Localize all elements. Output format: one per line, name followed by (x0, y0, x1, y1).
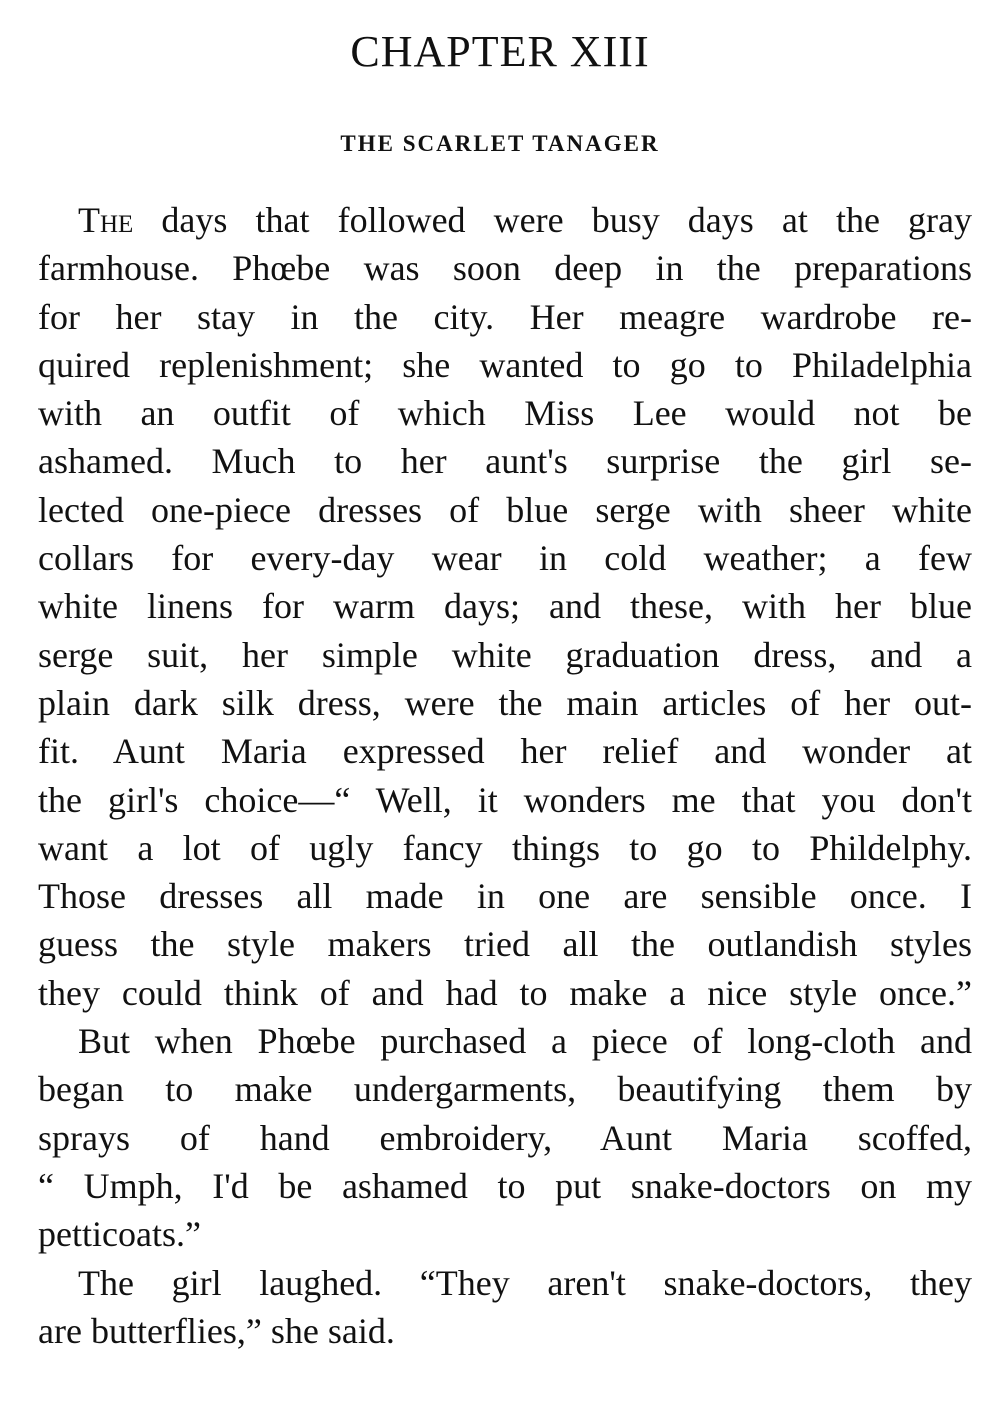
text-line: The girl laughed. “They aren't snake-doctors, they (78, 1262, 972, 1303)
text-line: serge suit, her simple white graduation dress, and a (38, 634, 972, 675)
text-line: began to make undergarments, beautifying them by (38, 1069, 972, 1110)
text-line: lected one-piece dresses of blue serge with sheer white (38, 489, 972, 530)
opening-word: The (78, 200, 134, 240)
text-line-content: days that followed were busy days at the gray (133, 200, 972, 240)
text-line: with an outfit of which Miss Lee would not be (38, 393, 972, 434)
text-line: guess the style makers tried all the outlandish styles (38, 924, 972, 965)
chapter-subtitle: THE SCARLET TANAGER (340, 131, 660, 156)
body-text (38, 196, 972, 1355)
text-line: farmhouse. Phœbe was soon deep in the preparations (38, 248, 972, 289)
text-line: petticoats.” (38, 1214, 201, 1255)
text-line: white linens for warm days; and these, with her blue (38, 586, 972, 627)
text-line: quired replenishment; she wanted to go to Philadelphia (38, 344, 972, 385)
text-line: fit. Aunt Maria expressed her relief and wonder at (38, 731, 972, 772)
text-line: But when Phœbe purchased a piece of long-cloth and (78, 1021, 972, 1062)
chapter-heading: CHAPTER XIII (350, 27, 650, 76)
text-line: are butterflies,” she said. (38, 1310, 395, 1351)
text-line: for her stay in the city. Her meagre wardrobe re- (38, 296, 972, 337)
text-line: Those dresses all made in one are sensible once. I (38, 876, 972, 917)
text-line: plain dark silk dress, were the main articles of her out- (38, 682, 972, 723)
text-line: the girl's choice—“ Well, it wonders me that you don't (38, 779, 972, 820)
text-line: “ Umph, I'd be ashamed to put snake-doctors on my (38, 1165, 972, 1206)
text-line (38, 196, 972, 244)
text-line: they could think of and had to make a nice style once.” (38, 972, 972, 1013)
text-line: collars for every-day wear in cold weather; a few (38, 538, 972, 579)
text-line: want a lot of ugly fancy things to go to Phildelphy. (38, 827, 972, 868)
text-line: ashamed. Much to her aunt's surprise the girl se- (38, 441, 972, 482)
text-line: sprays of hand embroidery, Aunt Maria scoffed, (38, 1117, 972, 1158)
